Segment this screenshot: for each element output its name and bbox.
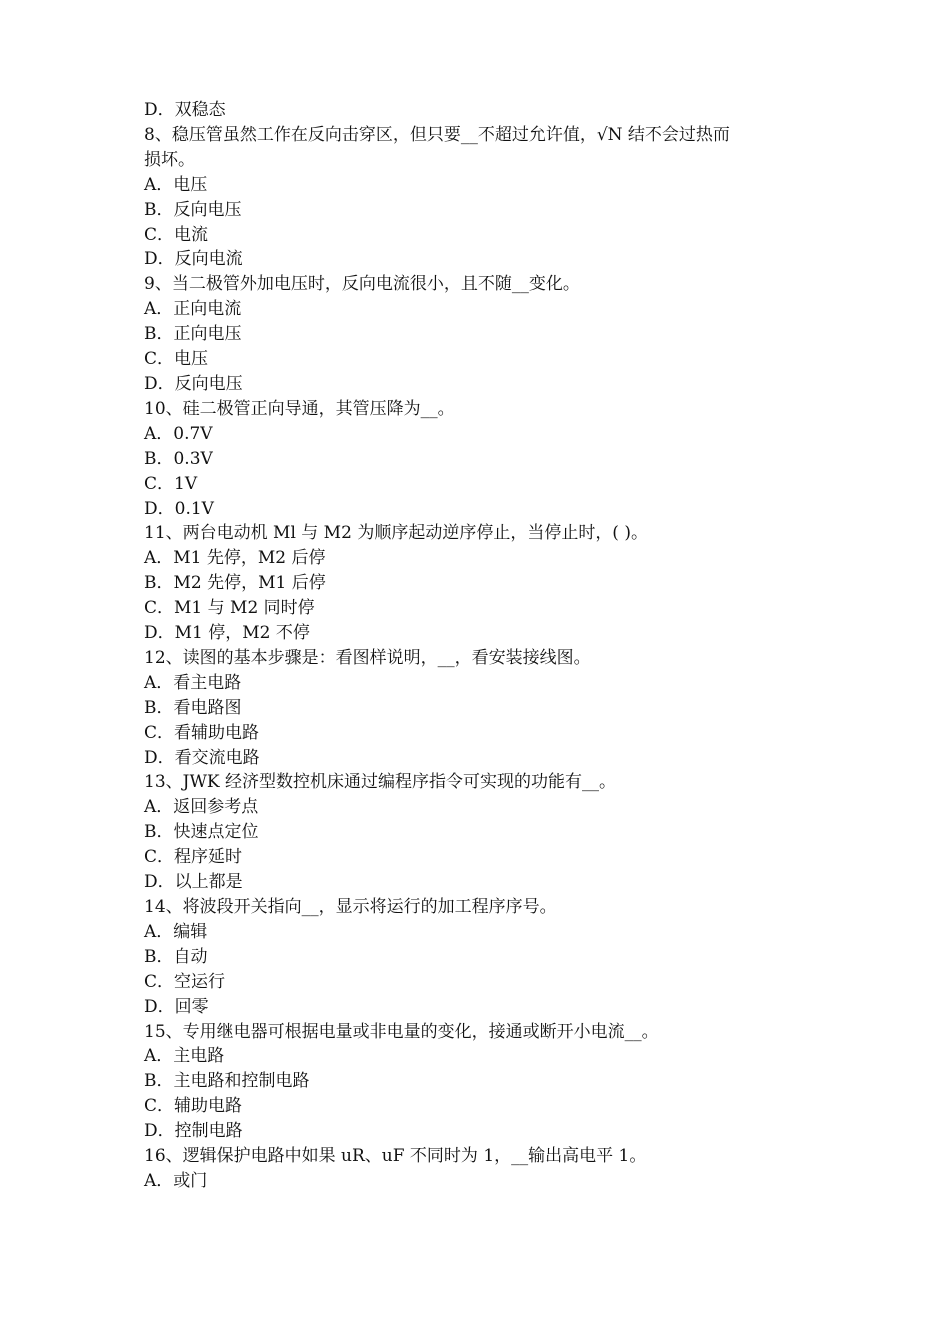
question-16-stem: 16、逻辑保护电路中如果 uR、uF 不同时为 1，__输出高电平 1。 (144, 1146, 647, 1167)
question-14-option-d: D．回零 (144, 996, 209, 1017)
question-10-option-a: A．0.7V (144, 423, 213, 444)
question-8-option-b: B．反向电压 (144, 199, 242, 220)
question-15-stem: 15、专用继电器可根据电量或非电量的变化，接通或断开小电流__。 (144, 1021, 659, 1042)
question-11-option-d: D．M1 停，M2 不停 (144, 623, 310, 644)
question-16-option-a: A．或门 (144, 1170, 208, 1191)
question-14-option-a: A．编辑 (144, 921, 208, 942)
question-14-stem: 14、将波段开关指向__，显示将运行的加工程序序号。 (144, 897, 557, 917)
document-body (144, 98, 814, 1194)
question-9-option-c: C．电压 (144, 349, 209, 370)
question-8-option-d: D．反向电流 (144, 249, 243, 270)
question-8-option-c: C．电流 (144, 224, 209, 245)
question-11-option-c: C．M1 与 M2 同时停 (144, 598, 315, 619)
question-14-option-c: C．空运行 (144, 971, 226, 992)
question-15-option-c: C．辅助电路 (144, 1096, 243, 1117)
question-10-option-c: C．1V (144, 473, 198, 494)
question-13-stem: 13、JWK 经济型数控机床通过编程序指令可实现的功能有__。 (144, 772, 617, 793)
question-11-option-a: A．M1 先停，M2 后停 (144, 548, 326, 569)
question-9-option-b: B．正向电压 (144, 324, 242, 345)
question-12-option-a: A．看主电路 (144, 672, 242, 693)
question-12-stem: 12、读图的基本步骤是：看图样说明，__，看安装接线图。 (144, 647, 591, 668)
question-13-option-b: B．快速点定位 (144, 822, 259, 843)
question-10-stem: 10、硅二极管正向导通，其管压降为__。 (144, 398, 455, 419)
question-9-stem: 9、当二极管外加电压时，反向电流很小，且不随__变化。 (144, 274, 580, 295)
question-12-option-b: B．看电路图 (144, 697, 242, 718)
question-13-option-c: C．程序延时 (144, 847, 243, 868)
question-12-option-d: D．看交流电路 (144, 747, 260, 768)
question-10-option-b: B．0.3V (144, 448, 213, 469)
text-line: D．双稳态 (144, 100, 226, 120)
question-13-option-a: A．返回参考点 (144, 797, 259, 818)
question-14-option-b: B．自动 (144, 946, 208, 967)
question-9-option-d: D．反向电压 (144, 373, 243, 394)
question-13-option-d: D．以上都是 (144, 872, 243, 893)
question-11-stem: 11、两台电动机 Ml 与 M2 为顺序起动逆序停止，当停止时，( )。 (144, 523, 648, 544)
question-12-option-c: C．看辅助电路 (144, 722, 260, 743)
question-15-option-d: D．控制电路 (144, 1121, 243, 1142)
question-8-option-a: A．电压 (144, 174, 208, 195)
question-15-option-b: B．主电路和控制电路 (144, 1071, 310, 1092)
question-10-option-d: D．0.1V (144, 498, 214, 519)
question-15-option-a: A．主电路 (144, 1046, 225, 1067)
question-8-stem-continued: 损坏。 (144, 149, 195, 170)
question-9-option-a: A．正向电流 (144, 299, 242, 320)
question-8-stem: 8、稳压管虽然工作在反向击穿区，但只要__不超过允许值，√N 结不会过热而 (144, 124, 730, 145)
question-11-option-b: B．M2 先停，M1 后停 (144, 573, 326, 594)
